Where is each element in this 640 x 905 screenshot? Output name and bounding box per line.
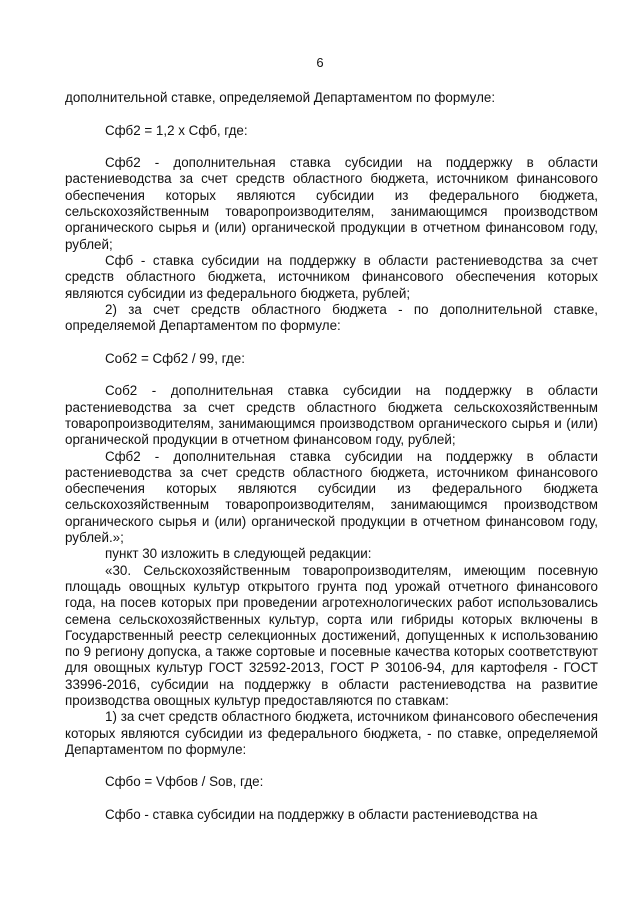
paragraph: Сфб - ставка субсидии на поддержку в области растениеводства за счет средств областного бюджета, источником финансового обеспечения которых являются субсидии из федерального бюджета, рублей; bbox=[65, 252, 598, 301]
page-number: 6 bbox=[316, 55, 324, 70]
paragraph: Сфбо - ставка субсидии на поддержку в области растениеводства на bbox=[105, 807, 538, 823]
paragraph: 1) за счет средств областного бюджета, источником финансового обеспечения которых являются субсидии из федерального бюджета, - по ставке, определяемой Департаментом по формуле: bbox=[65, 709, 598, 757]
paragraph: Соб2 - дополнительная ставка субсидии на поддержку в области растениеводства за счет средств областного бюджета сельскохозяйственным товаропроизводителям, занимающимся производством органического сырья и (или) органической продукции в отчетном финансовом году, рублей; bbox=[65, 383, 598, 448]
formula: Сфбо = Vфбов / Sов, где: bbox=[105, 774, 264, 790]
paragraph: пункт 30 изложить в следующей редакции: bbox=[105, 546, 372, 562]
document-body bbox=[65, 90, 598, 823]
paragraph: дополнительной ставке, определяемой Департаментом по формуле: bbox=[65, 90, 496, 105]
paragraph: 2) за счет средств областного бюджета - по дополнительной ставке, определяемой Департаментом по формуле: bbox=[65, 301, 598, 334]
paragraph: «30. Сельскохозяйственным товаропроизводителям, имеющим посевную площадь овощных культур открытого грунта под урожай отчетного финансового года, на посев которых при проведении агротехнологических работ использовались семена сельскохозяйственных культур, сорта или гибриды которых включены в Государственный реестр селекционных достижений, допущенных к использованию по 9 региону допуска, а также сортовые и посевные качества которых соответствуют для овощных культур ГОСТ 32592-2013, ГОСТ Р 30106-94, для картофеля - ГОСТ 33996-2016, субсидии на поддержку в области растениеводства на развитие производства овощных культур предоставляются по ставкам: bbox=[65, 562, 598, 708]
paragraph: Сфб2 - дополнительная ставка субсидии на поддержку в области растениеводства за счет средств областного бюджета, источником финансового обеспечения которых являются субсидии из федерального бюджета сельскохозяйственным товаропроизводителям, занимающимся производством органического сырья и (или) органической продукции в отчетном финансовом году, рублей.»; bbox=[65, 448, 598, 546]
formula: Сфб2 = 1,2 х Сфб, где: bbox=[105, 122, 248, 138]
formula: Соб2 = Сфб2 / 99, где: bbox=[105, 350, 245, 366]
paragraph: Сфб2 - дополнительная ставка субсидии на поддержку в области растениеводства за счет средств областного бюджета, источником финансового обеспечения которых являются субсидии из федерального бюджета, сельскохозяйственным товаропроизводителям, занимающимся производством органического сырья и (или) органической продукции в отчетном финансовом году, рублей; bbox=[65, 155, 598, 252]
